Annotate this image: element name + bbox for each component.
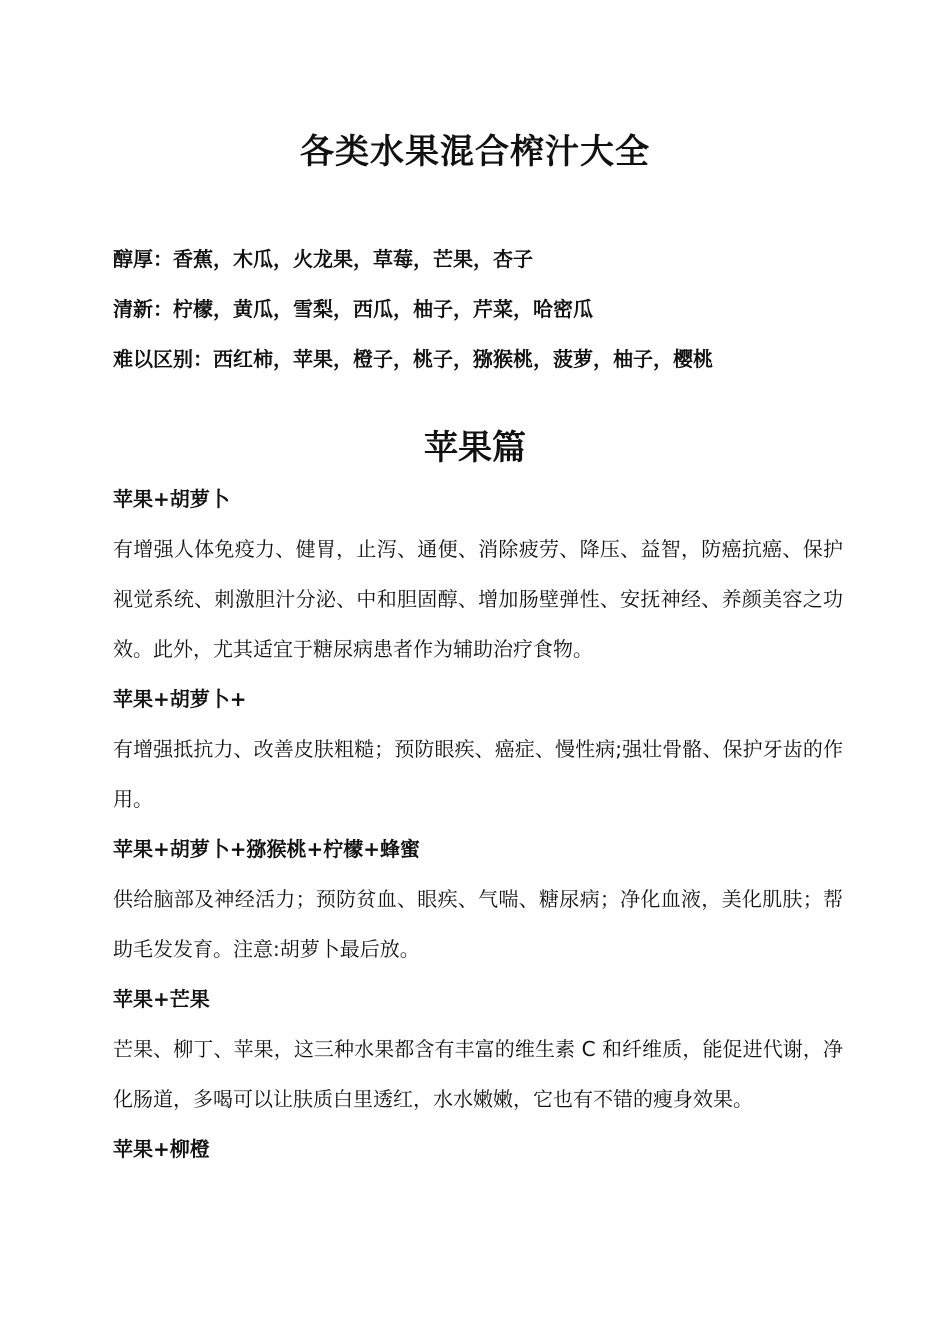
- recipe-description: 芒果、柳丁、苹果，这三种水果都含有丰富的维生素 C 和纤维质，能促进代谢，净化肠道，多喝可以让肤质白里透红，水水嫩嫩，它也有不错的瘦身效果。: [113, 1037, 843, 1111]
- recipe-item: [113, 824, 843, 974]
- recipe-name: 苹果+胡萝卜: [113, 487, 230, 511]
- recipe-description: 有增强抵抗力、改善皮肤粗糙；预防眼疾、癌症、慢性病;强壮骨骼、保护牙齿的作用。: [113, 737, 843, 811]
- flavor-summary: [113, 234, 853, 384]
- recipe-item: [113, 474, 843, 674]
- recipe-item: [113, 674, 843, 824]
- recipe-description: 供给脑部及神经活力；预防贫血、眼疾、气喘、糖尿病；净化血液，美化肌肤；帮助毛发发育。注意:胡萝卜最后放。: [113, 887, 843, 961]
- document-title: 各类水果混合榨汁大全: [300, 132, 650, 172]
- recipe-name: 苹果+胡萝卜+猕猴桃+柠檬+蜂蜜: [113, 837, 421, 861]
- recipe-description: 有增强人体免疫力、健胃，止泻、通便、消除疲劳、降压、益智，防癌抗癌、保护视觉系统、刺激胆汁分泌、中和胆固醇、增加肠壁弹性、安抚神经、养颜美容之功效。此外，尤其适宜于糖尿病患者作为辅助治疗食物。: [113, 537, 843, 661]
- recipe-item: [113, 1124, 843, 1174]
- summary-fresh: 清新：柠檬，黄瓜，雪梨，西瓜，柚子，芹菜，哈密瓜: [113, 297, 593, 321]
- recipe-item: [113, 974, 843, 1124]
- recipe-name: 苹果+芒果: [113, 987, 210, 1011]
- recipe-list: [113, 474, 843, 1174]
- summary-rich: 醇厚：香蕉，木瓜，火龙果，草莓，芒果，杏子: [113, 247, 533, 271]
- recipe-name: 苹果+胡萝卜+: [113, 687, 247, 711]
- summary-hard-to-distinguish: 难以区别：西红柿，苹果，橙子，桃子，猕猴桃，菠萝，柚子，樱桃: [113, 347, 713, 371]
- section-title-apple: 苹果篇: [424, 428, 526, 468]
- recipe-name: 苹果+柳橙: [113, 1137, 210, 1161]
